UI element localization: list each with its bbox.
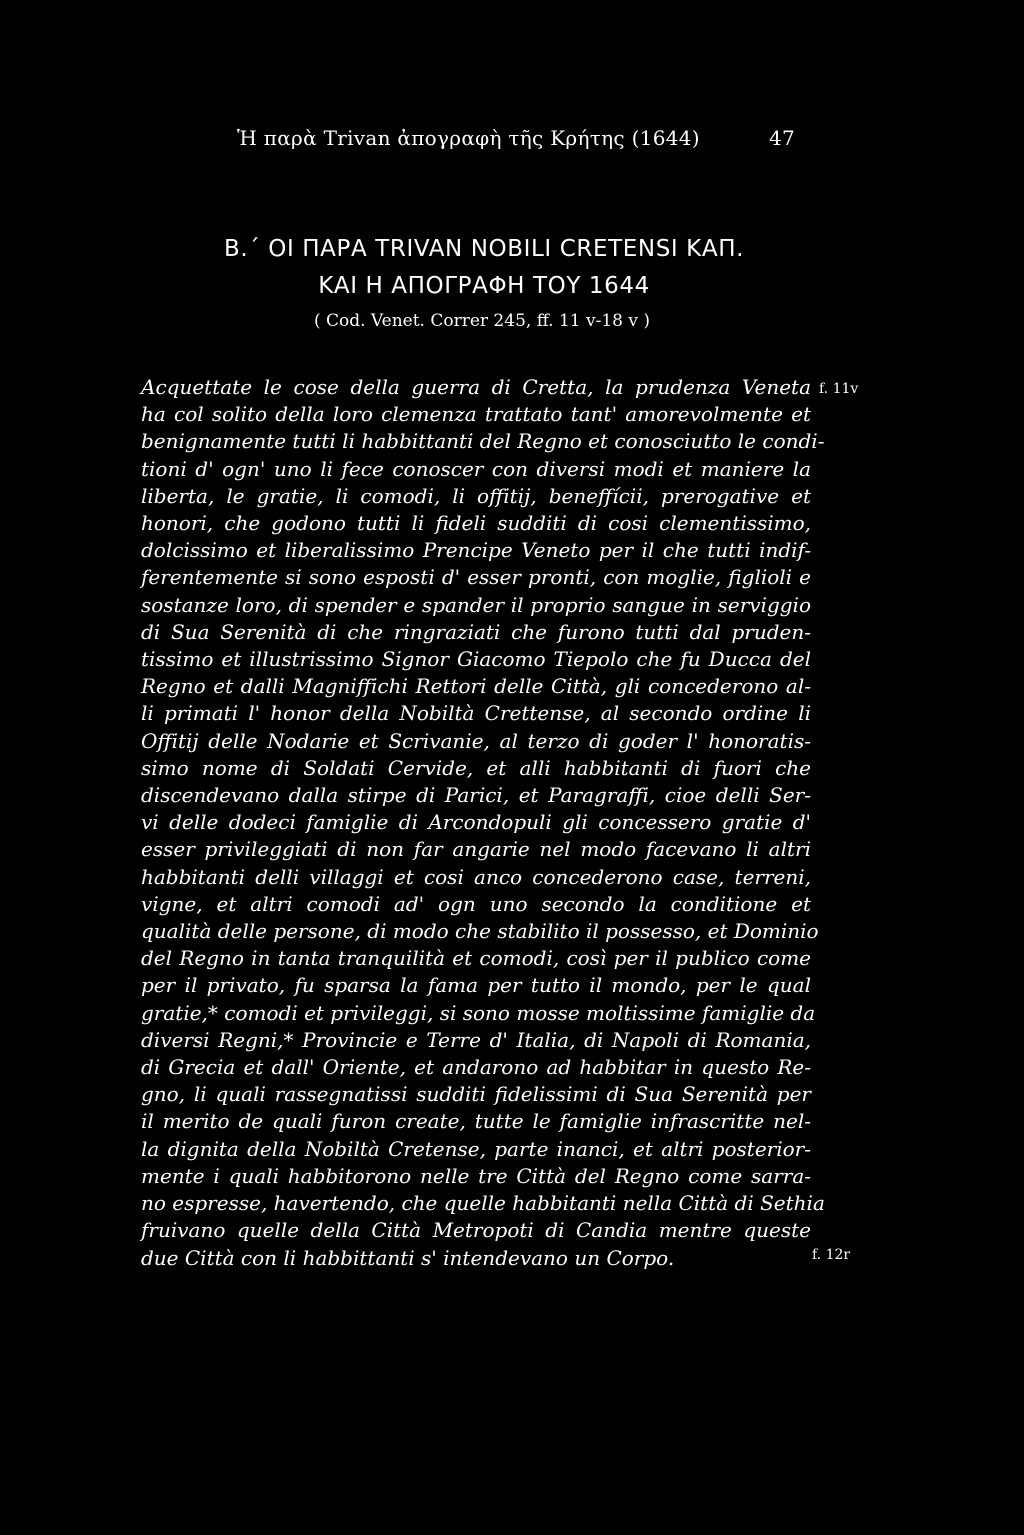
body-line: due Città con li habbittanti s' intendevano un Corpo. xyxy=(141,1245,675,1270)
section-title-line1: Β.΄ ΟΙ ΠΑΡΑ TRIVAN NOBILI CRETENSI ΚΑΠ. xyxy=(223,236,745,262)
body-line: Acquettate le cose della guerra di Cretta, la prudenza Veneta xyxy=(141,375,811,399)
body-line: honori, che godono tutti li fideli sudditi di cosi clementissimo, xyxy=(141,511,811,536)
body-line: per il privato, fu sparsa la fama per tutto il mondo, per le qual xyxy=(141,973,811,998)
body-line: habbitanti delli villaggi et cosi anco concederono case, terreni, xyxy=(141,864,811,889)
body-text xyxy=(141,374,825,1272)
body-line: li primati l' honor della Nobiltà Crettense, al secondo ordine li xyxy=(141,701,811,726)
body-line: diversi Regni,* Provincie e Terre d' Italia, di Napoli di Romania, xyxy=(141,1027,811,1052)
body-line: di Grecia et dall' Oriente, et andarono ad habbitar in questo Re- xyxy=(141,1055,811,1080)
body-line: gno, li quali rassegnatissi sudditi fidelissimi di Sua Serenità per xyxy=(141,1082,811,1107)
body-line: ferentemente si sono esposti d' esser pronti, con moglie, figlioli e xyxy=(141,565,811,590)
body-line: liberta, le gratie, li comodi, li offitij, beneffícii, prerogative et xyxy=(141,483,811,508)
body-line: sostanze loro, di spender e spander il proprio sangue in serviggio xyxy=(141,592,811,617)
body-line: vi delle dodeci famiglie di Arcondopuli gli concessero gratie d' xyxy=(141,810,811,835)
body-line: dolcissimo et liberalissimo Prencipe Veneto per il che tutti indif- xyxy=(141,538,811,563)
body-line: discendevano dalla stirpe di Parici, et Paragraffi, cioe delli Ser- xyxy=(141,783,811,808)
body-line: Regno et dalli Magniffichi Rettori delle Città, gli concederono al- xyxy=(141,674,811,699)
body-line: gratie,* comodi et privileggi, si sono mosse moltissime famiglie da xyxy=(141,1000,816,1025)
running-head xyxy=(237,126,795,150)
body-line: del Regno in tanta tranquilità et comodi, così per il publico come xyxy=(141,946,811,971)
body-line: qualità delle persone, di modo che stabilito il possesso, et Dominio xyxy=(141,919,819,944)
body-line: tioni d' ogn' uno li fece conoscer con diversi modi et maniere la xyxy=(141,456,811,481)
body-line: benignamente tutti li habbittanti del Regno et conosciutto le condi- xyxy=(141,429,825,454)
body-line: Offitij delle Nodarie et Scrivanie, al terzo di goder l' honoratis- xyxy=(141,728,811,753)
body-line: simo nome di Soldati Cervide, et alli habbitanti di fuori che xyxy=(141,755,811,780)
body-line: mente i quali habbitorono nelle tre Città del Regno come sarra- xyxy=(141,1163,811,1188)
body-line: fruivano quelle della Città Metropoti di Candia mentre queste xyxy=(141,1218,811,1243)
section-title-line2: ΚΑΙ Η ΑΠΟΓΡΑΦΗ ΤΟΥ 1644 xyxy=(318,273,650,299)
running-title: Ἡ παρὰ Trivan ἀπογραφὴ τῆς Κρήτης (1644) xyxy=(237,126,700,150)
body-line: la dignita della Nobiltà Cretense, parte inanci, et altri posterior- xyxy=(141,1136,811,1161)
margin-note-folio: f. 11v xyxy=(819,381,859,397)
body-line: no espresse, havertendo, che quelle habbitanti nella Città di Sethia xyxy=(141,1191,825,1216)
body-line: di Sua Serenità di che ringraziati che furono tutti dal pruden- xyxy=(141,619,811,644)
body-line: esser privileggiati di non far angarie nel modo facevano li altri xyxy=(141,837,811,862)
body-line: il merito de quali furon create, tutte le famiglie infrascritte nel- xyxy=(141,1109,811,1134)
margin-note-folio: f. 12r xyxy=(812,1247,851,1263)
body-line: tissimo et illustrissimo Signor Giacomo Tiepolo che fu Ducca del xyxy=(141,647,811,672)
body-line: vigne, et altri comodi ad' ogn uno secondo la conditione et xyxy=(141,891,811,916)
page-number: 47 xyxy=(768,126,795,150)
body-line: ha col solito della loro clemenza trattato tant' amorevolmente et xyxy=(141,402,811,427)
source-reference: ( Cod. Venet. Correr 245, ff. 11 v-18 v ) xyxy=(313,311,651,331)
